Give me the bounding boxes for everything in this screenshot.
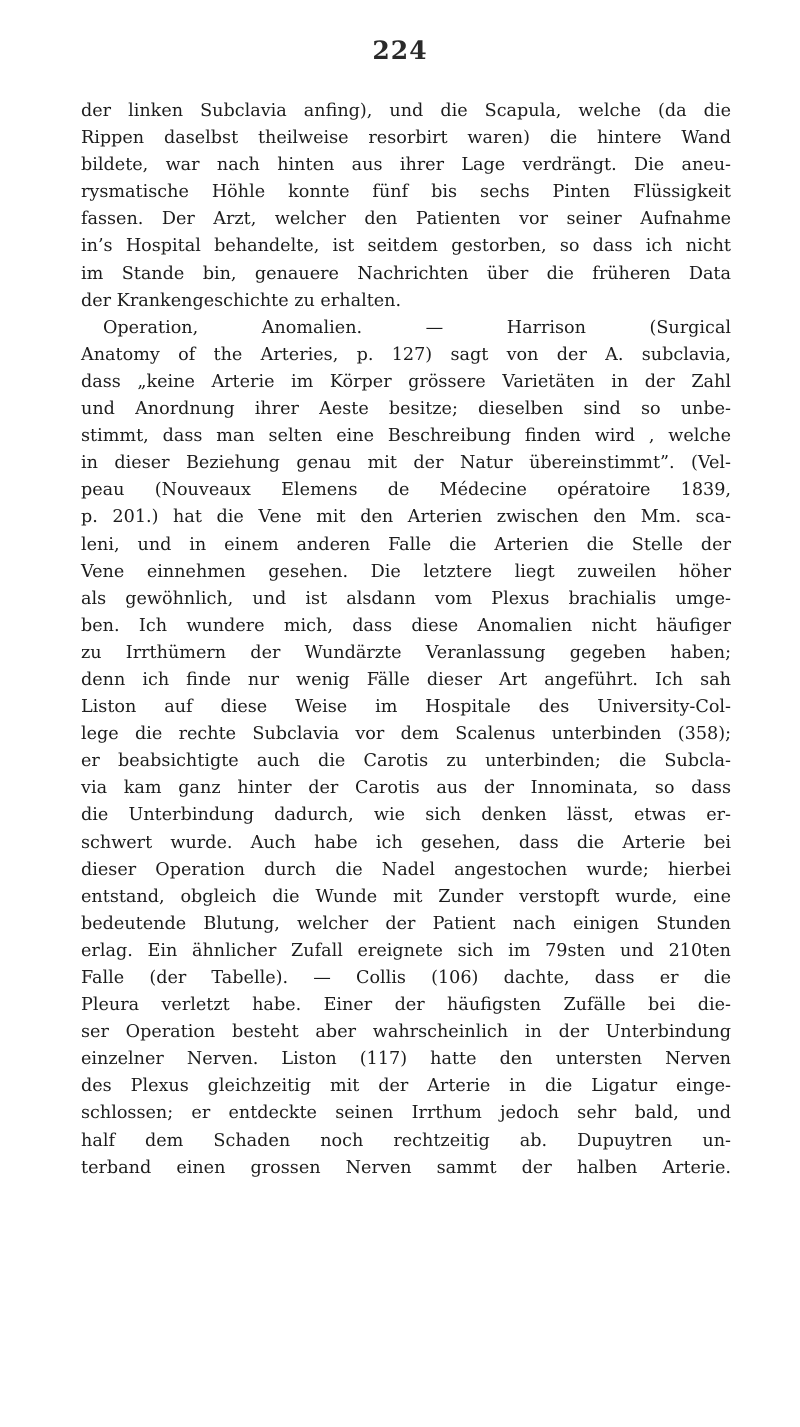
text-line: dieser Operation durch die Nadel angestochen wurde; hierbei <box>81 859 731 880</box>
text-line: denn ich finde nur wenig Fälle dieser Art angeführt. Ich sah <box>81 669 731 690</box>
text-line: erlag. Ein ähnlicher Zufall ereignete sich im 79sten und 210ten <box>81 940 731 961</box>
text-line: peau (Nouveaux Elemens de Médecine opératoire 1839, <box>81 480 731 501</box>
text-line: terband einen grossen Nerven sammt der halben Arterie. <box>81 1157 731 1178</box>
text-line: ser Operation besteht aber wahrscheinlich in der Unterbindung <box>81 1022 731 1043</box>
text-line: die Unterbindung dadurch, wie sich denken lässt, etwas er- <box>81 805 731 826</box>
text-line: ben. Ich wundere mich, dass diese Anomalien nicht häufiger <box>81 615 731 636</box>
text-line: fassen. Der Arzt, welcher den Patienten vor seiner Aufnahme <box>81 209 731 230</box>
text-line: zu Irrthümern der Wundärzte Veranlassung gegeben haben; <box>81 642 731 663</box>
text-line: im Stande bin, genauere Nachrichten über die früheren Data <box>81 263 731 284</box>
text-line: dass „keine Arterie im Körper grössere Varietäten in der Zahl <box>81 371 731 392</box>
text-line: in’s Hospital behandelte, ist seitdem gestorben, so dass ich nicht <box>81 236 731 257</box>
text-line: stimmt, dass man selten eine Beschreibung finden wird , welche <box>81 426 731 447</box>
text-line: der Krankengeschichte zu erhalten. <box>81 290 402 311</box>
text-line: der linken Subclavia anfing), und die Scapula, welche (da die <box>81 101 731 121</box>
text-line: Vene einnehmen gesehen. Die letztere liegt zuweilen höher <box>81 561 731 582</box>
text-line: Falle (der Tabelle). — Collis (106) dachte, dass er die <box>81 968 731 988</box>
page-number: 224 <box>372 36 428 65</box>
text-line: in dieser Beziehung genau mit der Natur übereinstimmt”. (Vel- <box>81 453 731 474</box>
text-line: als gewöhnlich, und ist alsdann vom Plexus brachialis umge- <box>81 588 731 609</box>
text-line: und Anordnung ihrer Aeste besitze; dieselben sind so unbe- <box>81 399 731 420</box>
text-line: via kam ganz hinter der Carotis aus der Innominata, so dass <box>81 778 731 799</box>
body-text <box>81 98 731 1182</box>
text-line: p. 201.) hat die Vene mit den Arterien zwischen den Mm. sca- <box>81 507 731 528</box>
text-line: leni, und in einem anderen Falle die Arterien die Stelle der <box>81 534 731 555</box>
text-line: bedeutende Blutung, welcher der Patient nach einigen Stunden <box>81 913 731 934</box>
text-line: half dem Schaden noch rechtzeitig ab. Dupuytren un- <box>81 1130 731 1151</box>
text-line: Anatomy of the Arteries, p. 127) sagt von der A. subclavia, <box>81 344 731 365</box>
text-line: rysmatische Höhle konnte fünf bis sechs Pinten Flüssigkeit <box>81 182 731 203</box>
text-line: entstand, obgleich die Wunde mit Zunder verstopft wurde, eine <box>81 886 731 907</box>
text-line: bildete, war nach hinten aus ihrer Lage verdrängt. Die aneu- <box>81 155 731 176</box>
text-line: Pleura verletzt habe. Einer der häufigsten Zufälle bei die- <box>81 995 731 1016</box>
text-line: lege die rechte Subclavia vor dem Scalenus unterbinden (358); <box>81 724 731 745</box>
text-line: Operation, Anomalien. — Harrison (Surgical <box>103 317 731 338</box>
text-line: er beabsichtigte auch die Carotis zu unterbinden; die Subcla- <box>81 751 731 772</box>
text-line: einzelner Nerven. Liston (117) hatte den untersten Nerven <box>81 1049 731 1070</box>
text-line: Rippen daselbst theilweise resorbirt waren) die hintere Wand <box>81 128 731 149</box>
text-line: schwert wurde. Auch habe ich gesehen, dass die Arterie bei <box>81 832 731 853</box>
text-line: Liston auf diese Weise im Hospitale des University-Col- <box>81 697 731 718</box>
text-line: schlossen; er entdeckte seinen Irrthum jedoch sehr bald, und <box>81 1103 731 1124</box>
text-line: des Plexus gleichzeitig mit der Arterie in die Ligatur einge- <box>81 1076 731 1097</box>
